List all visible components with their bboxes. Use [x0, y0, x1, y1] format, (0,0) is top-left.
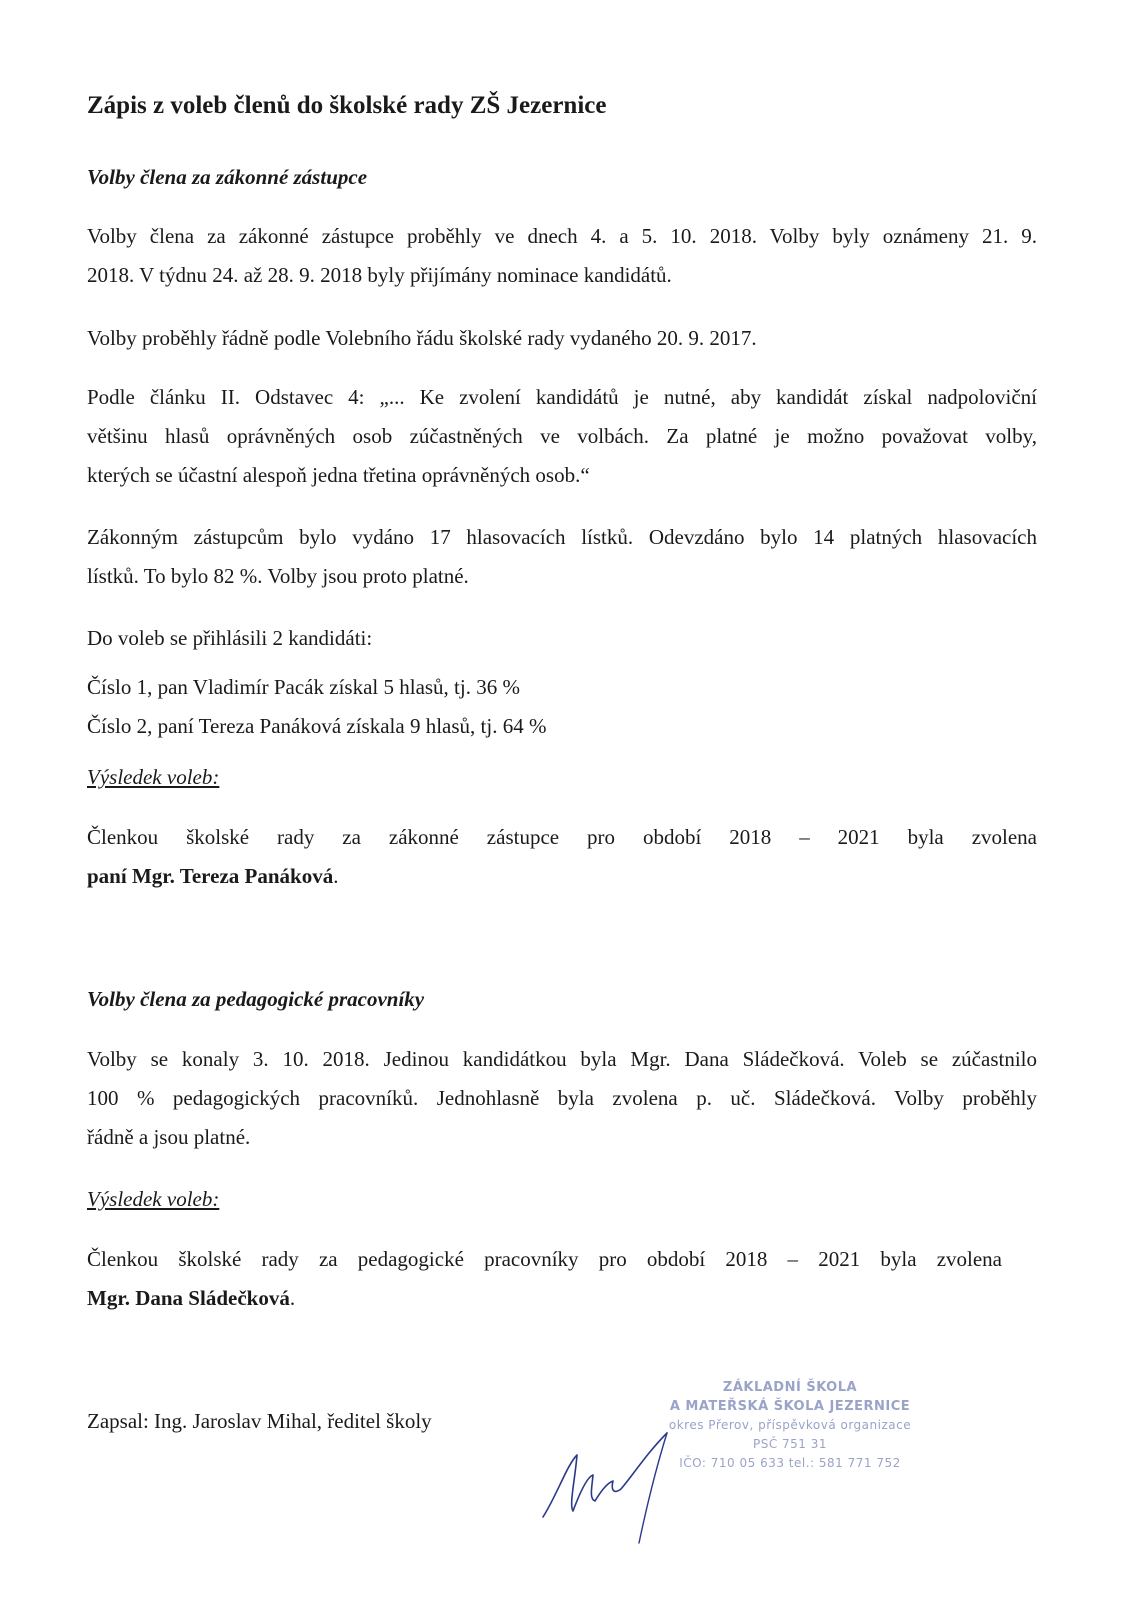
list-item: Číslo 2, paní Tereza Panáková získala 9 hlasů, tj. 64 % [87, 714, 547, 738]
list-item: Číslo 1, pan Vladimír Pacák získal 5 hlasů, tj. 36 % [87, 675, 520, 699]
text-line: Členkou školské rady za pedagogické pracovníky pro období 2018 – 2021 byla zvolena [87, 1247, 1002, 1271]
text-line: řádně a jsou platné. [87, 1125, 251, 1149]
text-line: Volby člena za zákonné zástupce proběhly ve dnech 4. a 5. 10. 2018. Volby byly oznámeny 21. 9. [87, 224, 1037, 248]
document-title: Zápis z voleb členů do školské rady ZŠ Jezernice [87, 92, 607, 119]
signed-by: Zapsal: Ing. Jaroslav Mihal, ředitel školy [87, 1409, 432, 1433]
text-line: Volby se konaly 3. 10. 2018. Jedinou kandidátkou byla Mgr. Dana Sládečková. Voleb se zúčastnilo [87, 1047, 1037, 1071]
school-stamp: ZÁKLADNÍ ŠKOLA A MATEŘSKÁ ŠKOLA JEZERNICE okres Přerov, příspěvková organizace PSČ 751 31 IČO: 710 05 633 tel.: 581 771 752 [668, 1380, 912, 1470]
section2-result [87, 1240, 1002, 1318]
text-line: Mgr. Dana Sládečková. [87, 1286, 296, 1310]
text-line: kterých se účastní alespoň jedna třetina oprávněných osob.“ [87, 463, 590, 487]
section1-paragraph-rules: Volby proběhly řádně podle Volebního řádu školské rady vydaného 20. 9. 2017. [87, 326, 757, 350]
text-line: Členkou školské rady za zákonné zástupce pro období 2018 – 2021 byla zvolena [87, 825, 1037, 849]
text-line: většinu hlasů oprávněných osob zúčastněných ve volbách. Za platné je možno považovat volby, [87, 424, 1037, 448]
handwritten-signature [535, 1425, 705, 1545]
text-line: 100 % pedagogických pracovníků. Jednohlasně byla zvolena p. uč. Sládečková. Volby proběhly [87, 1086, 1037, 1110]
text-line: 2018. V týdnu 24. až 28. 9. 2018 byly přijímány nominace kandidátů. [87, 263, 672, 287]
section1-heading: Volby člena za zákonné zástupce [87, 165, 368, 189]
section1-paragraph-quote [87, 378, 1037, 495]
section1-result-label: Výsledek voleb: [87, 765, 220, 789]
text-line: paní Mgr. Tereza Panáková. [87, 864, 339, 888]
text-line: Podle článku II. Odstavec 4: „... Ke zvolení kandidátů je nutné, aby kandidát získal nadpoloviční [87, 385, 1037, 409]
section1-candidate-list [87, 668, 1037, 746]
text-line: lístků. To bylo 82 %. Volby jsou proto platné. [87, 564, 469, 588]
section2-paragraph [87, 1040, 1037, 1157]
section1-candidates-intro: Do voleb se přihlásili 2 kandidáti: [87, 626, 373, 650]
section1-paragraph-ballots [87, 518, 1037, 596]
elected-name: paní Mgr. Tereza Panáková [87, 864, 334, 888]
section1-paragraph-announcement [87, 217, 1037, 295]
text-line: Zákonným zástupcům bylo vydáno 17 hlasovacích lístků. Odevzdáno bylo 14 platných hlasovacích [87, 525, 1037, 549]
section2-result-label: Výsledek voleb: [87, 1187, 220, 1211]
section2-heading: Volby člena za pedagogické pracovníky [87, 987, 425, 1011]
section1-result [87, 818, 1037, 896]
elected-name: Mgr. Dana Sládečková [87, 1286, 290, 1310]
